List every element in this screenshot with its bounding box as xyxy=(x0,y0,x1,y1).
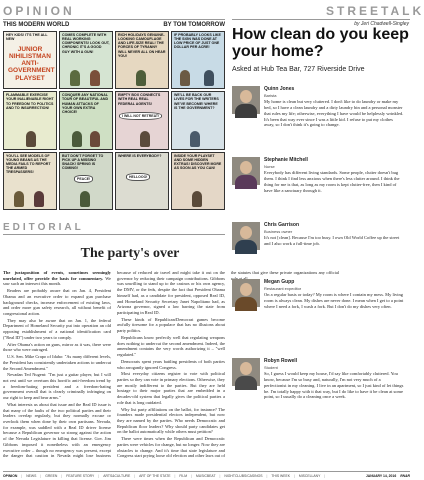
comic-header xyxy=(3,22,225,28)
figure-illustration xyxy=(204,70,214,86)
respondent-photo xyxy=(232,358,260,386)
streetalk-response xyxy=(232,279,412,339)
footer-item-arts-culture[interactable]: ARTS&CULTURE xyxy=(103,474,131,478)
respondent-photo xyxy=(232,157,260,185)
comic-caption: CONQUER ANY NATIONAL TOUR OF BEAUTIFUL AND HUMAN ATTACKS OF YOUR OWN EXTRA CHOICE! xyxy=(62,93,109,114)
figure-illustration xyxy=(26,131,36,147)
comic-caption: YOU'LL SEE MODELS OF YOUNG BEANS AS THE MEDIA FAILS TO REPORT THE ARMED TRESPASSERS! xyxy=(6,153,51,175)
editorial-paragraph: Most everyday citizens register to vote with political parties so they can vote in primary elections. Otherwise, they are mostly indifferent to the parties. But they are held hostage to their major parties that are embedded in a decades-old system that legally gives the political parties a role that is long outdated. xyxy=(117,371,225,405)
footer-item-green[interactable]: GREEN xyxy=(45,474,58,478)
respondent-answer: My home is clean but very cluttered. I don't like to do laundry or make my bed, so I have a clean laundry and a dirty laundry bin and a personal monster that rules my life; otherwise, everything I have would be helplessly wrinkled. It's been that way ever since I was a little kid. I refuse to put my clothes away, so I don't think it's going to change. xyxy=(264,99,404,128)
editorial-paragraph: These kinds of Republican/Democrat games become awfully tiresome for a populace that has no illusions about party politics. xyxy=(117,316,225,334)
footer-item-this-week[interactable]: THIS WEEK xyxy=(271,474,291,478)
editorial-paragraph: Nevadan Ted Nugent: "I'm just a guitar player, but I will not rest until we overturn this horrific anti-freedom trend by a freedom-hating president and a freedom-hating government overall that is clearly criminally infringing on our right to keep and bear arms." xyxy=(3,372,111,401)
editorial-section-label: EDITORIAL xyxy=(3,222,84,233)
streetalk-response xyxy=(232,86,412,152)
editorial-paragraph xyxy=(3,270,111,287)
comic-caption: WE'LL BE BACK OUR LIVES FOR THE WRITERS WE'VE BECOME! WHERE IS THE GOVERNMENT? xyxy=(174,93,219,110)
speech-bubble: HELLOOO! xyxy=(126,173,150,181)
comic-panel xyxy=(171,31,225,89)
editorial-paragraph: Why list party affiliations on the ballot, for instance? The founders made presidential electors independent, but now they are named by the parties. Who needs Democratic and Republican floor leaders? Why should party candidates get on the ballot automatically while others must petition? xyxy=(117,406,225,435)
figure-illustration xyxy=(192,191,202,207)
comic-caption: FLAMMABLE EXERCISE YOUR INALIENABLE RIGHT TO FREEDOM TO POLITICS AND TO INSURRECTION! xyxy=(6,93,54,110)
figure-illustration xyxy=(72,131,82,147)
comic-caption: HEY KIDS! IT'S THE ALL NEW xyxy=(6,33,48,42)
respondent-answer: On a regular basis or today? My room is where I contain my mess. My living room is always clean. My dishes are never done. I mean when I get to a point where I need a fork, I wash a fork. But I don't do my dishes very often. xyxy=(264,292,404,309)
comic-playset-title: JUNIOR NIHILISTMAN ANTI-GOVERNMENT PLAYSET xyxy=(8,46,55,82)
comic-panel xyxy=(3,31,57,89)
editorial-paragraph: U.S. Sen. Mike Crapo of Idaho: "As many different levels, the President has consistently undertaken actions to undercut the Second Amendment." xyxy=(3,354,111,371)
figure-illustration xyxy=(90,70,100,86)
footer-item-nightclubs-casinos[interactable]: NIGHTCLUBS/CASINOS xyxy=(224,474,263,478)
streetalk-byline: by Jeri Chadwell-Singley xyxy=(354,21,409,27)
respondent-name: Stephanie Mitchell xyxy=(264,157,308,163)
comic-caption: RICH HOLIDAYS GENUINE-LOOKING CAMOUFLAGE AND LIFE-SIZE REAL! THE FORCES OF TYRANNY WILL NEVER ALL ON HEAR YOU! xyxy=(118,33,166,58)
editorial-text: We saw such an intersect this month. xyxy=(3,275,111,287)
respondent-answer: Everybody has different living standards. Some people, clutter doesn't bug them. I think I find less anxious when there's less clutter around. I think the thing for me is that, as long as my room is kept clutter-free, then I kind of have like a sanctuary through it. xyxy=(264,170,400,193)
respondent-name: Chris Garrison xyxy=(264,222,300,228)
respondent-photo xyxy=(232,279,260,307)
comic-panel xyxy=(3,91,57,149)
figure-illustration xyxy=(80,191,90,207)
section-footer: OPINION | NEWS | GREEN | FEATURE STORY | ARTS&CULTURE | ART OF THE STATE | FILM | MUSICBEAT | NIGHTCLUBS/CASINOS | THIS WEEK | MISCELLANY | JANUARY 14, 2016 RN&R xyxy=(3,471,410,478)
streetalk-question: How clean do you keep your home? xyxy=(232,26,409,60)
streetalk-rule xyxy=(232,19,410,20)
comic-panel xyxy=(59,91,113,149)
speech-bubble: PEACE! xyxy=(74,175,93,183)
editorial-title: The party's over xyxy=(80,246,180,261)
figure-illustration xyxy=(14,191,24,207)
figure-illustration xyxy=(140,131,150,147)
footer-date: JANUARY 14, 2016 xyxy=(365,474,397,478)
comic-panel xyxy=(115,31,169,89)
editorial-paragraph: After Obama's action on guns, mirror as it was, there were those who were outraged. xyxy=(3,341,111,353)
footer-item-film[interactable]: FILM xyxy=(179,474,188,478)
footer-item-feature-story[interactable]: FEATURE STORY xyxy=(66,474,95,478)
streetalk-section-label: STREETALK xyxy=(326,4,424,18)
comic-panel xyxy=(115,152,169,210)
comic-byline: BY TOM TOMORROW xyxy=(163,22,225,28)
footer-item-news[interactable]: NEWS xyxy=(26,474,37,478)
respondent-name: Quinn Jones xyxy=(264,86,295,92)
respondent-name: Megan Gupp xyxy=(264,279,295,285)
comic-panel xyxy=(115,91,169,149)
footer-item-musicbeat[interactable]: MUSICBEAT xyxy=(195,474,216,478)
editorial-paragraph: Republicans know perfectly well that regulating weapons does nothing to undercut the second amendment. Indeed, the amendment contains the very words authorizing it – "well regulated." xyxy=(117,334,225,358)
figure-illustration xyxy=(90,131,100,147)
editorial-lead-in: The juxtaposition of events, sometimes seemingly unrelated, offer provide the basis for commentary. xyxy=(3,270,111,281)
respondent-role: Business owner xyxy=(264,229,293,234)
editorial-paragraph: They may also be aware that on Jan. 1, the federal Department of Homeland Security put into operation an old opposing establishment of a national identification card ("Real ID") under two years to comply. xyxy=(3,317,111,340)
footer-item-art-of-the-state[interactable]: ART OF THE STATE xyxy=(139,474,171,478)
respondent-answer: So, I guess I would keep my house, I'd say like comfortably cluttered. You know, because I'm so busy and, naturally, I'm not very much of a perfectionist in my cleaning. I live in an apartment, so I just kind of let things be. I'm totally happy with it that way, but I do like to have it be clean at some point, so I usually do a cleaning once a week. xyxy=(264,371,404,400)
opinion-rule xyxy=(3,19,225,20)
comic-strip-title: THIS MODERN WORLD xyxy=(3,22,70,28)
comic-panel xyxy=(59,152,113,210)
respondent-answer: It's not [clean]. Because I'm too busy. I own Old World Coffee up the street and I also work a full-time job. xyxy=(264,235,400,246)
footer-item-miscellany[interactable]: MISCELLANY xyxy=(298,474,321,478)
respondent-name: Robyn Rowell xyxy=(264,358,298,364)
editorial-paragraph: There were times when the Republican and Democratic parties were vehicles for change, but no longer. Now they are obstacles to change. And it's time that state legislature and Congress start prying loose old election and other laws out of the statutes that give these private organizations any official xyxy=(117,270,339,459)
streetalk-response xyxy=(232,222,412,264)
comic-caption: BUT DON'T FORGET TO PICK UP A MISSING SNACK! SPRING IS COMING! xyxy=(62,153,104,171)
comic-panel xyxy=(59,31,113,89)
speech-bubble: I WILL NOT RETREAT! xyxy=(119,112,162,120)
footer-item-opinion[interactable]: OPINION xyxy=(3,474,18,478)
opinion-section-label: OPINION xyxy=(3,4,75,18)
respondent-photo xyxy=(232,86,260,114)
editorial-rule xyxy=(3,234,225,235)
comic-panel xyxy=(171,91,225,149)
comic-panel xyxy=(3,152,57,210)
figure-illustration xyxy=(180,70,190,86)
streetalk-response xyxy=(232,157,412,215)
respondent-role: Restaurant expeditor xyxy=(264,286,302,291)
figure-illustration xyxy=(136,70,146,86)
comic-panel xyxy=(171,152,225,210)
streetalk-location: Asked at Hub Tea Bar, 727 Riverside Drive xyxy=(232,66,365,73)
comic-caption: INSIDE YOUR PLAYSET AND SOME HIDDEN EXTRAS! DISCOVER MORE AS SOON AS YOU CAN! xyxy=(174,153,222,171)
editorial-paragraph: What interests us about that issue and the Real ID issue is that many of the faults of the two political parties and their leaders overlap regularly, but they normally excuse or overlook them when done by their own partisans. Nevada, for example, was saddled with a Real ID driver license because a Republican governor so strong against the action of the Nevada Legislature in killing that license. Gov. Jim Gibbons imposed it nonetheless with an emergency executive order – though no emergency was present, except the danger that caution in Nevada might lose business because of reduced air travel and might take it out on the governor by reducing their campaign contributions. Gibbons was unwilling to stand up to the casinos or his own agency, the DMV, or the feds, despite the fact that President Obama himself had, as a candidate for president, opposed Real ID, and Homeland Security Secretary Janet Napolitano had, as Arizona governor, signed a law barring the state from participating in Real ID. xyxy=(3,270,225,459)
streetalk-response xyxy=(232,358,412,448)
footer-logo: RN&R xyxy=(400,474,410,478)
respondent-role: Nurse xyxy=(264,164,275,169)
figure-illustration xyxy=(34,191,44,207)
editorial-paragraph: Democrats spent years battling presidents of both parties who arrogantly ignored Congress. xyxy=(117,358,225,370)
comic-caption: IF PROBABLY LOOKS LIKE THE SIGN WAS DONE AT LOW PRICE OF JUST ONE DOLLAR PER ACRE! xyxy=(174,33,221,50)
respondent-role: Student xyxy=(264,365,278,370)
comic-strip xyxy=(3,31,225,210)
figure-illustration xyxy=(190,131,200,147)
figure-illustration xyxy=(70,70,80,86)
respondent-role: Barista xyxy=(264,93,277,98)
comic-caption: EMPTY BOX CONNECTS WITH REAL REAL FEDERAL AGENTS! xyxy=(118,93,161,106)
editorial-paragraph: Readers are probably aware that on Jan. 4, President Obama and an executive order to expand gun purchase background checks, increase enforcement of existing laws, and order more gun safety research, all without benefit of congressional action. xyxy=(3,288,111,317)
comic-caption: WHERE IS EVERYBODY? xyxy=(118,153,162,158)
comic-caption: COMES COMPLETE WITH REAL WORKING COMPONENTS! LOOK OUT, CHRONIC IT'S A GOOD GUY WITH A GUN! xyxy=(62,33,110,54)
respondent-photo xyxy=(232,222,260,250)
